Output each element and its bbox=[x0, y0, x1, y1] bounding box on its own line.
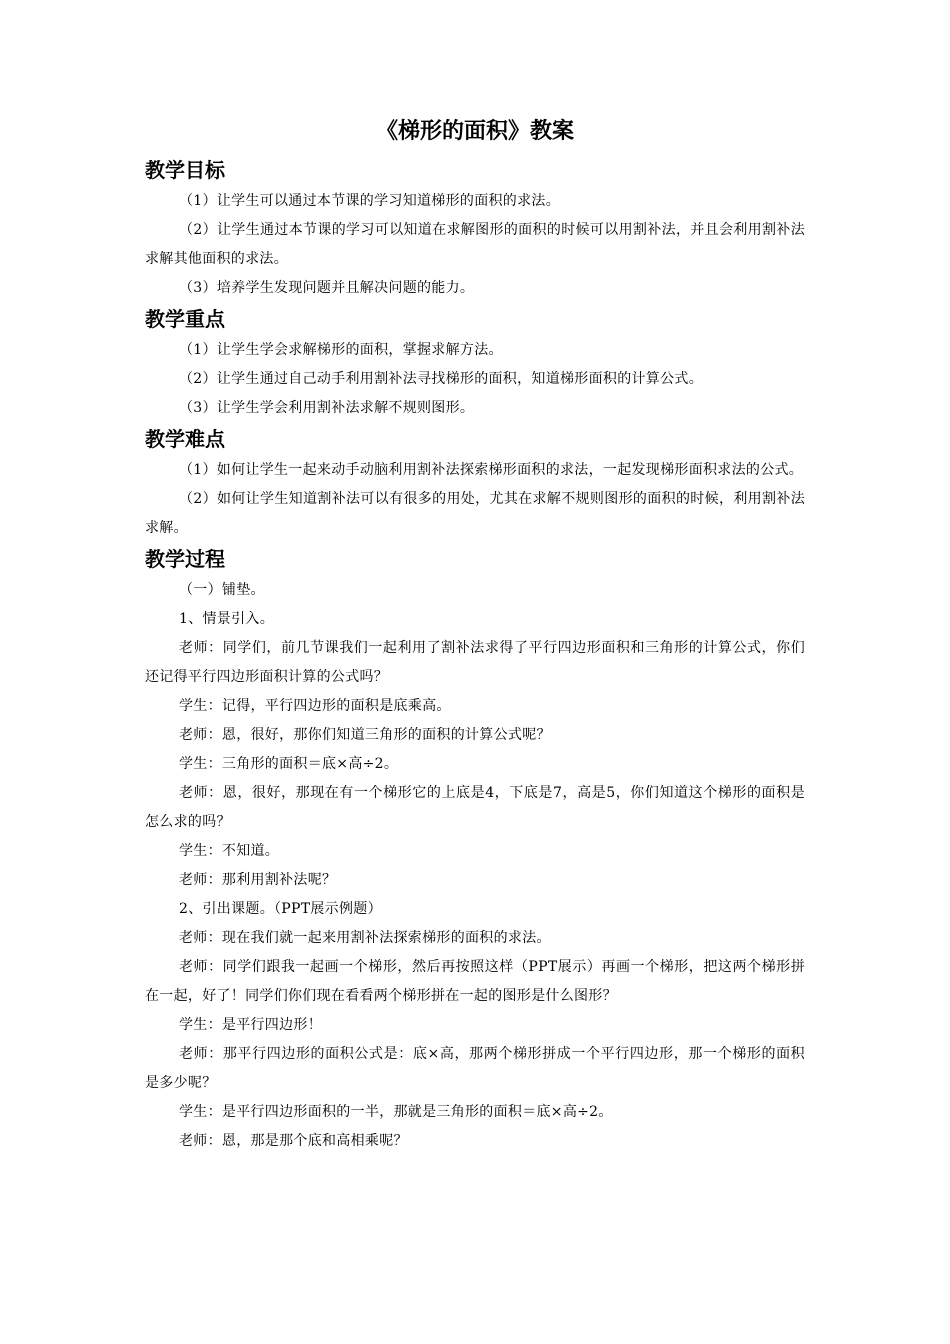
section-heading: 教学目标 bbox=[145, 158, 225, 182]
paragraph: 老师：恩，那是那个底和高相乘呢？ bbox=[179, 1133, 408, 1149]
paragraph: 老师：现在我们就一起来用割补法探索梯形的面积的求法。 bbox=[179, 930, 551, 946]
paragraph: 老师：同学们，前几节课我们一起利用了割补法求得了平行四边形面积和三角形的计算公式，你们还记得平行四边形面积计算的公式吗？ bbox=[145, 640, 805, 685]
paragraph: 1、情景引入。 bbox=[179, 611, 275, 627]
section-objectives bbox=[145, 154, 805, 303]
paragraph: 2、引出课题。（PPT展示例题） bbox=[179, 901, 382, 917]
paragraph: 老师：同学们跟我一起画一个梯形，然后再按照这样（PPT展示）再画一个梯形，把这两个梯形拼在一起，好了！同学们你们现在看看两个梯形拼在一起的图形是什么图形？ bbox=[145, 959, 805, 1004]
section-heading: 教学重点 bbox=[145, 307, 225, 331]
document-title: 《梯形的面积》教案 bbox=[375, 119, 574, 144]
paragraph: 学生：是平行四边形！ bbox=[179, 1017, 322, 1033]
paragraph: （1）让学生学会求解梯形的面积，掌握求解方法。 bbox=[179, 342, 503, 358]
paragraph: （2）让学生通过本节课的学习可以知道在求解图形的面积的时候可以用割补法，并且会利用割补法求解其他面积的求法。 bbox=[145, 222, 805, 267]
section-difficulties bbox=[145, 423, 805, 543]
paragraph: （2）如何让学生知道割补法可以有很多的用处，尤其在求解不规则图形的面积的时候，利用割补法求解。 bbox=[145, 491, 805, 536]
paragraph: 老师：那平行四边形的面积公式是：底×高，那两个梯形拼成一个平行四边形，那一个梯形的面积是多少呢？ bbox=[145, 1046, 805, 1091]
section-process bbox=[145, 543, 805, 1156]
paragraph: （一）铺垫。 bbox=[179, 582, 265, 598]
paragraph: 学生：记得，平行四边形的面积是底乘高。 bbox=[179, 698, 451, 714]
paragraph: 老师：那利用割补法呢？ bbox=[179, 872, 337, 888]
paragraph: 老师：恩，很好，那现在有一个梯形它的上底是4，下底是7，高是5，你们知道这个梯形的面积是怎么求的吗？ bbox=[145, 785, 805, 830]
paragraph: （3）让学生学会利用割补法求解不规则图形。 bbox=[179, 400, 475, 416]
paragraph: （3）培养学生发现问题并且解决问题的能力。 bbox=[179, 280, 475, 296]
document-content bbox=[145, 112, 805, 1156]
paragraph: 学生：不知道。 bbox=[179, 843, 280, 859]
paragraph: 老师：恩，很好，那你们知道三角形的面积的计算公式呢？ bbox=[179, 727, 551, 743]
section-heading: 教学难点 bbox=[145, 427, 225, 451]
section-heading: 教学过程 bbox=[145, 547, 225, 571]
paragraph: 学生：是平行四边形面积的一半，那就是三角形的面积＝底×高÷2。 bbox=[179, 1104, 613, 1120]
paragraph: 学生：三角形的面积＝底×高÷2。 bbox=[179, 756, 399, 772]
paragraph: （1）让学生可以通过本节课的学习知道梯形的面积的求法。 bbox=[179, 193, 561, 209]
section-key-points bbox=[145, 303, 805, 423]
paragraph: （2）让学生通过自己动手利用割补法寻找梯形的面积，知道梯形面积的计算公式。 bbox=[179, 371, 704, 387]
paragraph: （1）如何让学生一起来动手动脑利用割补法探索梯形面积的求法，一起发现梯形面积求法的公式。 bbox=[179, 462, 804, 478]
